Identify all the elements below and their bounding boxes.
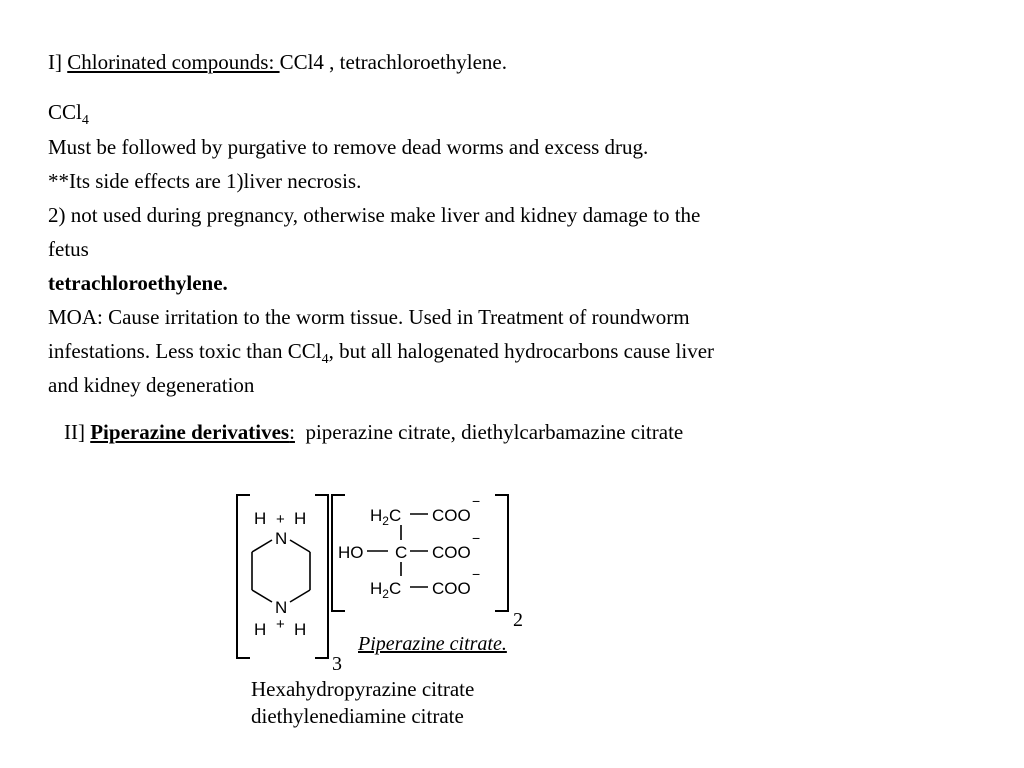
section2-prefix: II] [64,420,85,444]
atom-n-top: N [275,529,288,548]
tetra-line2-b: , but all halogenated hydrocarbons cause liver [328,339,715,363]
central-carbon: C [395,543,408,562]
charge-plus-bottom: + [276,616,285,633]
section2-colon: : [289,420,295,444]
ccl4-line2: **Its side effects are 1)liver necrosis. [48,169,362,193]
section1-heading: Chlorinated compounds: [67,50,280,74]
tetra-line2 [48,339,715,367]
section2-heading: Piperazine derivatives [90,420,290,444]
bracket-left [237,495,250,658]
subscript-2: 2 [513,609,523,631]
section2-line [64,420,683,444]
charge-plus-top: + [276,511,285,528]
section1-rest: CCl4 , tetrachloroethylene. [279,50,507,74]
piperazine-ring [252,509,310,639]
caption-alt1: Hexahydropyrazine citrate [251,677,475,701]
caption-alt2: diethylenediamine citrate [251,704,464,728]
tetra-line2-a: infestations. Less toxic than CCl [48,339,322,363]
atom-h-bottom-right: H [294,620,307,639]
section1-prefix: I] [48,50,62,74]
hydroxyl: HO [338,543,364,562]
charge-minus-middle: − [472,530,481,546]
ccl4-line3: 2) not used during pregnancy, otherwise make liver and kidney damage to the [48,203,701,227]
section1-line [48,50,507,74]
atom-h-top-left: H [254,509,267,528]
atom-n-bottom: N [275,598,288,617]
tetra-line1: MOA: Cause irritation to the worm tissue. Used in Treatment of roundworm [48,305,690,329]
ccl4-title [48,100,89,128]
ch2-bottom: $H_2C$ [370,579,402,601]
charge-minus-top: − [472,493,481,509]
carboxylate-top: COO [432,506,471,525]
citrate-anion [338,493,480,601]
bracket-right [495,495,508,611]
carboxylate-bottom: COO [432,579,471,598]
section2-rest: piperazine citrate, diethylcarbamazine citrate [305,420,684,444]
charge-minus-bottom: − [472,566,481,582]
bracket-middle-right [315,495,328,658]
atom-h-bottom-left: H [254,620,267,639]
ccl4-title-sub: 4 [81,113,89,128]
tetra-line3: and kidney degeneration [48,373,255,397]
atom-h-top-right: H [294,509,307,528]
tetra-line2-sub: 4 [321,352,329,367]
ch2-top: $H_2C$ [370,506,402,528]
carboxylate-middle: COO [432,543,471,562]
ccl4-line1: Must be followed by purgative to remove dead worms and excess drug. [48,135,649,159]
tetra-title: tetrachloroethylene. [48,271,228,295]
ccl4-line4: fetus [48,237,89,261]
subscript-3: 3 [332,653,342,675]
ccl4-title-base: CCl [48,100,82,124]
caption-name: Piperazine citrate. [358,633,507,655]
